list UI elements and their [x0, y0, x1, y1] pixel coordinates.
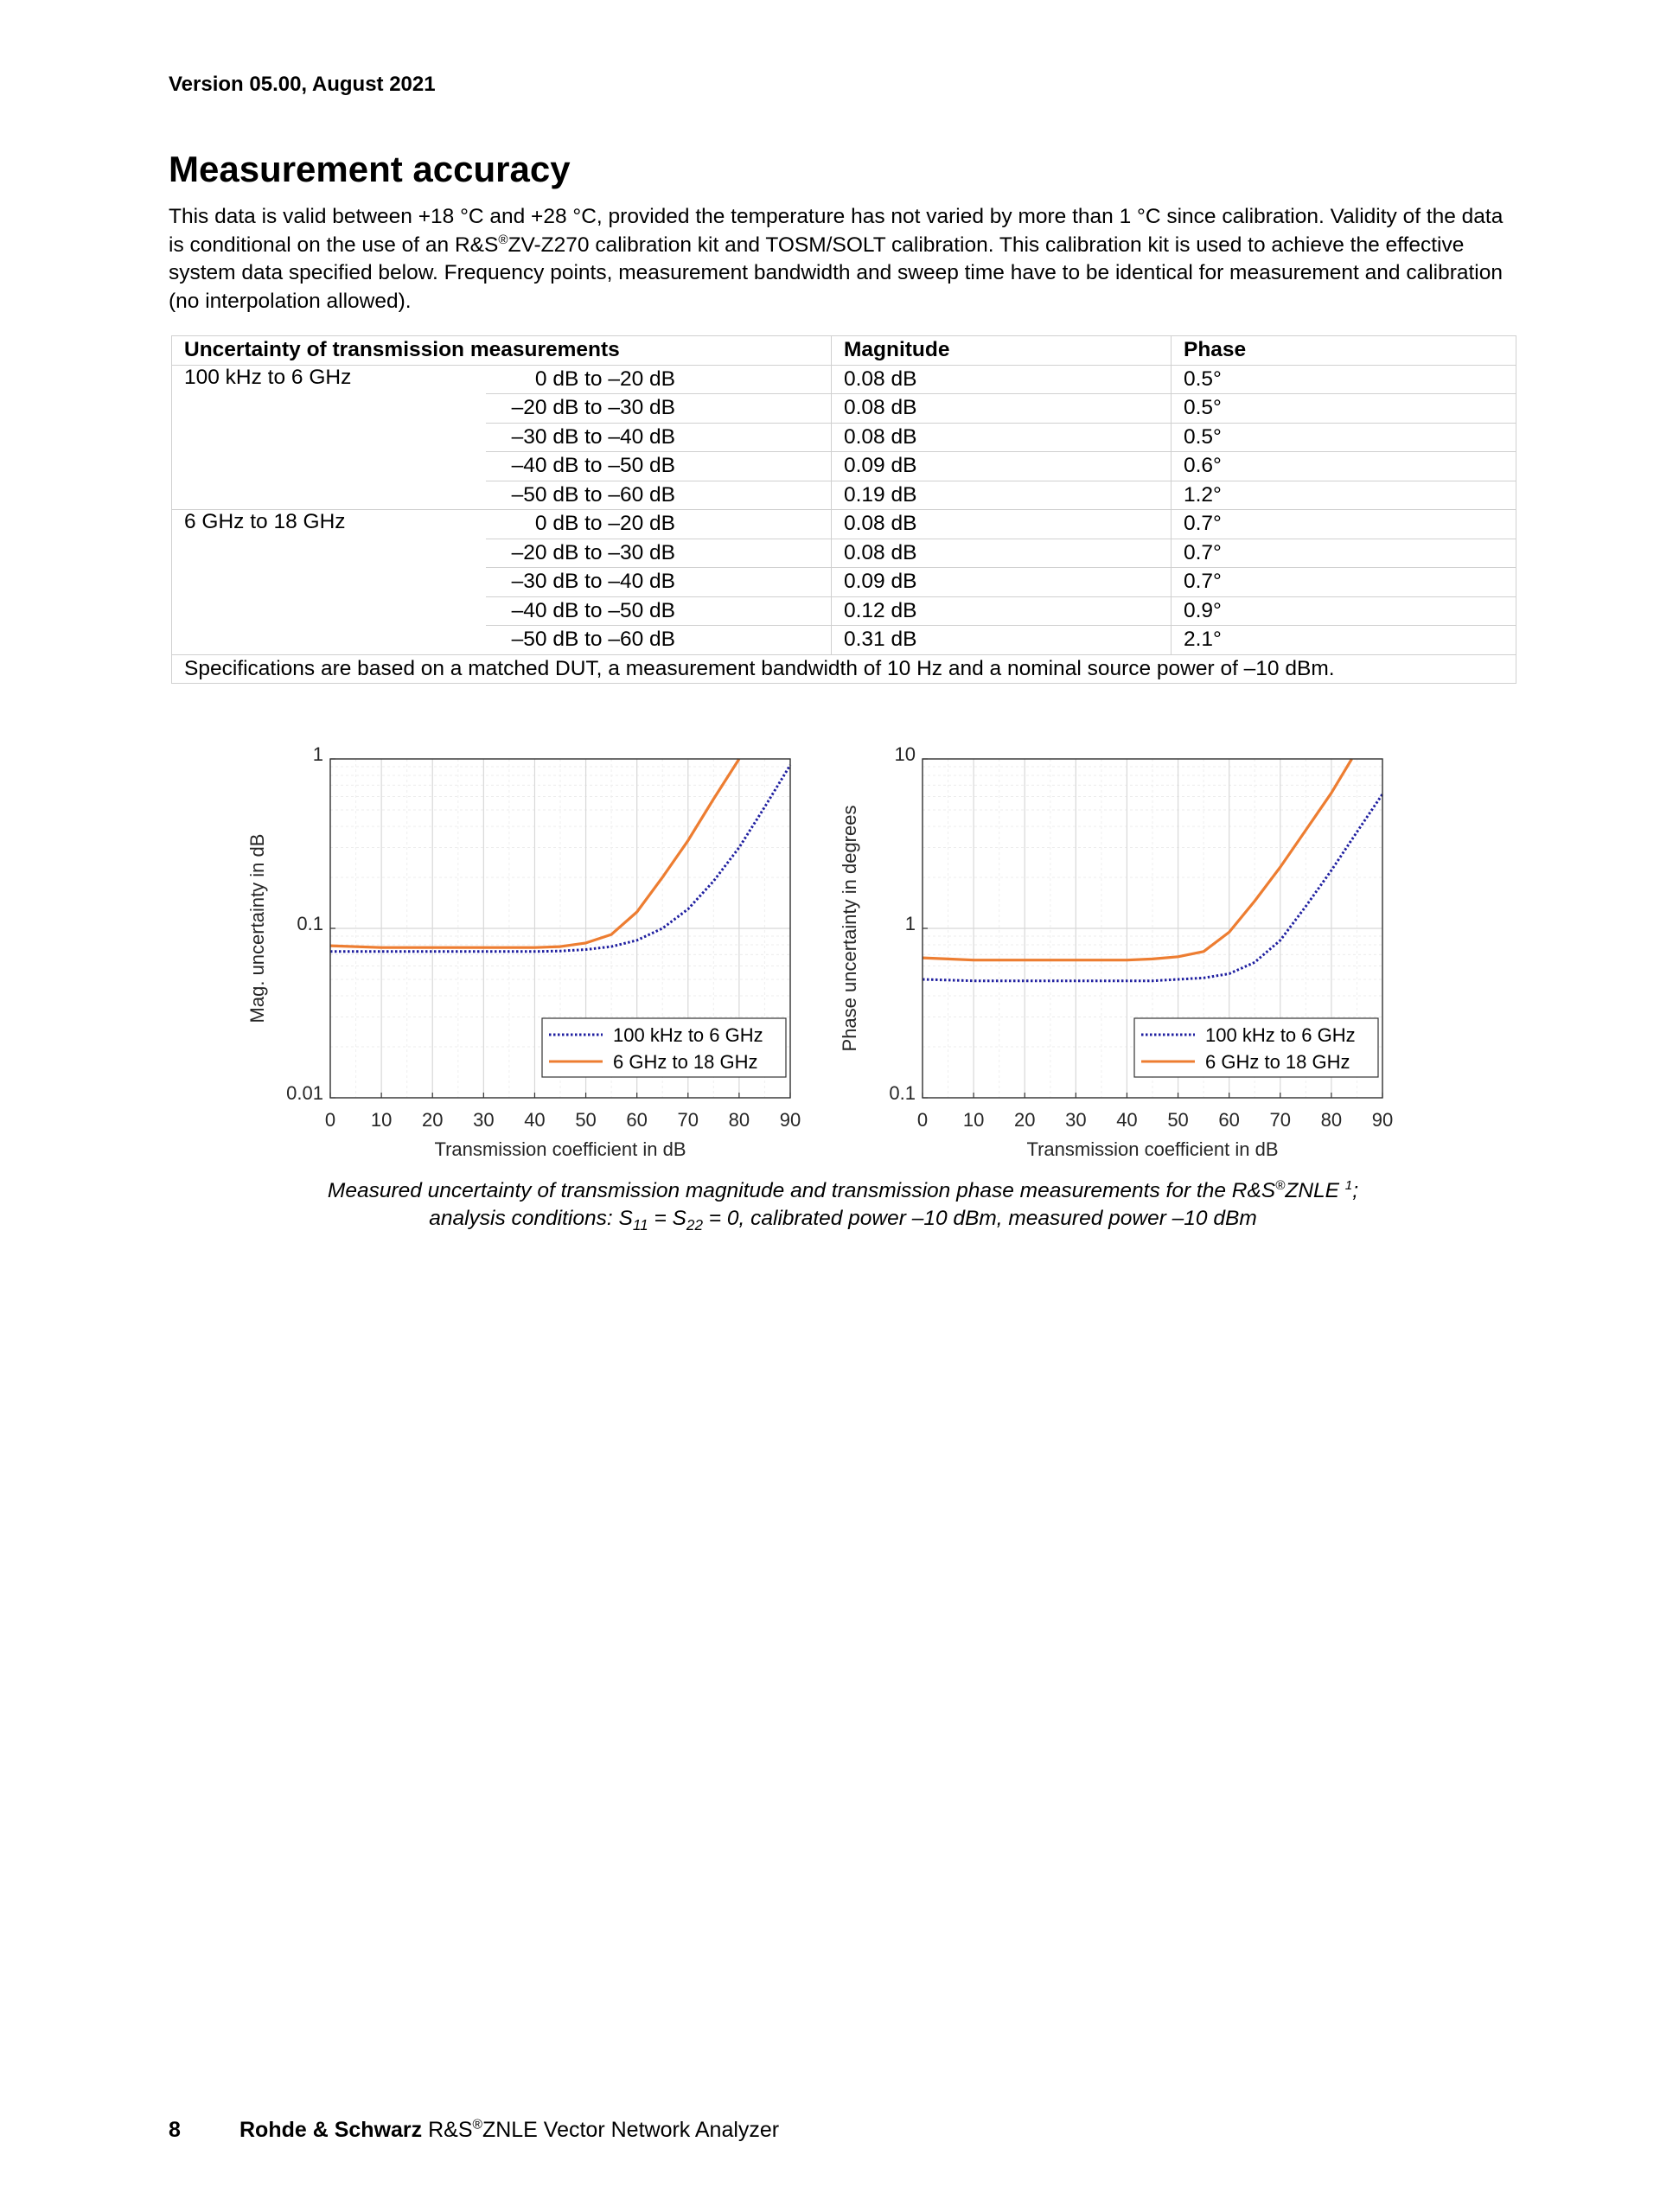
range-cell: –40 dB to –50 dB [486, 452, 832, 481]
section-title: Measurement accuracy [169, 149, 571, 189]
magnitude-uncertainty-chart [233, 742, 804, 1160]
range-cell: –20 dB to –30 dB [486, 539, 832, 568]
range-cell: –30 dB to –40 dB [486, 423, 832, 452]
caption-text: Measured uncertainty of transmission magnitude and transmission phase measurements for the R&S [327, 1179, 1276, 1202]
magnitude-cell: 0.12 dB [832, 596, 1172, 626]
phase-cell: 0.5° [1172, 394, 1516, 424]
x-tick-label: 70 [677, 1109, 699, 1131]
caption-text: ZNLE [1285, 1179, 1345, 1202]
x-tick-label: 0 [916, 1109, 929, 1131]
phase-cell: 0.5° [1172, 423, 1516, 452]
table-note-row [172, 654, 1516, 684]
x-tick-label: 50 [1167, 1109, 1189, 1131]
phase-cell: 0.9° [1172, 596, 1516, 626]
x-tick-label: 50 [575, 1109, 597, 1131]
phase-cell: 2.1° [1172, 626, 1516, 655]
page-footer [169, 2118, 779, 2143]
magnitude-cell: 0.08 dB [832, 394, 1172, 424]
magnitude-chart-svg [233, 742, 804, 1160]
legend-entry: 6 GHz to 18 GHz [1205, 1051, 1350, 1073]
magnitude-cell: 0.09 dB [832, 452, 1172, 481]
x-tick-label: 60 [1218, 1109, 1240, 1131]
header-phase: Phase [1172, 336, 1516, 366]
header-magnitude: Magnitude [832, 336, 1172, 366]
registered-mark: ® [472, 2117, 482, 2132]
footer-product: ZNLE Vector Network Analyzer [482, 2118, 780, 2142]
y-tick-label: 1 [904, 913, 916, 934]
caption-line-1 [169, 1177, 1517, 1205]
x-tick-label: 0 [324, 1109, 336, 1131]
page-number: 8 [169, 2118, 181, 2142]
range-cell: –50 dB to –60 dB [486, 481, 832, 510]
figure-caption [169, 1177, 1517, 1233]
phase-uncertainty-chart [826, 742, 1396, 1160]
phase-cell: 0.5° [1172, 365, 1516, 394]
x-tick-label: 40 [524, 1109, 546, 1131]
document-version: Version 05.00, August 2021 [169, 73, 436, 96]
header-uncertainty: Uncertainty of transmission measurements [172, 336, 832, 366]
x-tick-label: 70 [1269, 1109, 1292, 1131]
registered-mark: ® [498, 232, 508, 247]
table-row [172, 365, 1516, 394]
legend-entry: 100 kHz to 6 GHz [613, 1024, 763, 1046]
intro-paragraph [169, 203, 1517, 316]
magnitude-cell: 0.09 dB [832, 568, 1172, 597]
caption-text: ; [1352, 1179, 1359, 1202]
transmission-uncertainty-table [171, 335, 1516, 684]
x-tick-label: 90 [1371, 1109, 1394, 1131]
phase-cell: 0.7° [1172, 568, 1516, 597]
x-tick-label: 30 [1065, 1109, 1087, 1131]
table-header-row [172, 336, 1516, 366]
x-tick-label: 20 [421, 1109, 444, 1131]
magnitude-cell: 0.08 dB [832, 365, 1172, 394]
y-tick-label: 1 [312, 743, 323, 765]
range-cell: 0 dB to –20 dB [486, 365, 832, 394]
range-cell: –50 dB to –60 dB [486, 626, 832, 655]
caption-text: = S [648, 1207, 686, 1230]
magnitude-cell: 0.19 dB [832, 481, 1172, 510]
range-cell: –40 dB to –50 dB [486, 596, 832, 626]
table-note: Specifications are based on a matched DUT, a measurement bandwidth of 10 Hz and a nominal source power of –10 dBm. [172, 654, 1516, 684]
phase-cell: 0.6° [1172, 452, 1516, 481]
magnitude-cell: 0.08 dB [832, 539, 1172, 568]
footnote-ref[interactable]: 1 [1344, 1177, 1353, 1193]
y-tick-label: 0.1 [297, 913, 323, 934]
y-tick-label: 0.1 [889, 1082, 916, 1104]
phase-cell: 1.2° [1172, 481, 1516, 510]
x-tick-label: 80 [728, 1109, 750, 1131]
magnitude-cell: 0.08 dB [832, 423, 1172, 452]
x-axis-label: Transmission coefficient in dB [1026, 1138, 1279, 1160]
y-axis-label: Mag. uncertainty in dB [246, 833, 268, 1023]
subscript: 22 [686, 1215, 703, 1233]
range-cell: –30 dB to –40 dB [486, 568, 832, 597]
x-tick-label: 10 [370, 1109, 393, 1131]
magnitude-cell: 0.31 dB [832, 626, 1172, 655]
registered-mark: ® [1275, 1177, 1286, 1193]
x-tick-label: 20 [1013, 1109, 1036, 1131]
phase-cell: 0.7° [1172, 539, 1516, 568]
range-cell: –20 dB to –30 dB [486, 394, 832, 424]
x-tick-label: 40 [1116, 1109, 1138, 1131]
phase-cell: 0.7° [1172, 510, 1516, 539]
legend-entry: 100 kHz to 6 GHz [1205, 1024, 1356, 1046]
caption-text: = 0, calibrated power –10 dBm, measured power –10 dBm [702, 1207, 1257, 1230]
phase-chart-svg [826, 742, 1396, 1160]
band-cell: 6 GHz to 18 GHz [172, 510, 486, 655]
y-axis-label: Phase uncertainty in degrees [839, 805, 860, 1052]
x-tick-label: 30 [473, 1109, 495, 1131]
magnitude-cell: 0.08 dB [832, 510, 1172, 539]
range-cell: 0 dB to –20 dB [486, 510, 832, 539]
caption-line-2 [169, 1205, 1517, 1233]
caption-text: analysis conditions: S [429, 1207, 633, 1230]
legend-entry: 6 GHz to 18 GHz [613, 1051, 758, 1073]
x-axis-label: Transmission coefficient in dB [434, 1138, 686, 1160]
subscript: 11 [632, 1215, 648, 1233]
x-tick-label: 80 [1320, 1109, 1343, 1131]
x-tick-label: 90 [779, 1109, 801, 1131]
x-tick-label: 10 [962, 1109, 985, 1131]
x-tick-label: 60 [626, 1109, 648, 1131]
footer-brand: Rohde & Schwarz [239, 2118, 423, 2142]
y-tick-label: 10 [894, 743, 916, 765]
footer-product: R&S [422, 2118, 473, 2142]
intro-text-2: ZV-Z270 calibration kit and TOSM/SOLT calibration. This calibration kit is used to achieve the effective system data specified below. Frequency points, measurement bandwidth and sweep time have to be identical for measurement and calibration (no interpolation allowed). [169, 233, 1503, 313]
band-cell: 100 kHz to 6 GHz [172, 365, 486, 510]
intro-text-1: This data is valid between +18 °C and +28 °C, provided the temperature has not varied by more than 1 °C since calibration. Validity of the data is conditional on the use of an R&S [169, 205, 1504, 257]
table-row [172, 510, 1516, 539]
y-tick-label: 0.01 [286, 1082, 323, 1104]
